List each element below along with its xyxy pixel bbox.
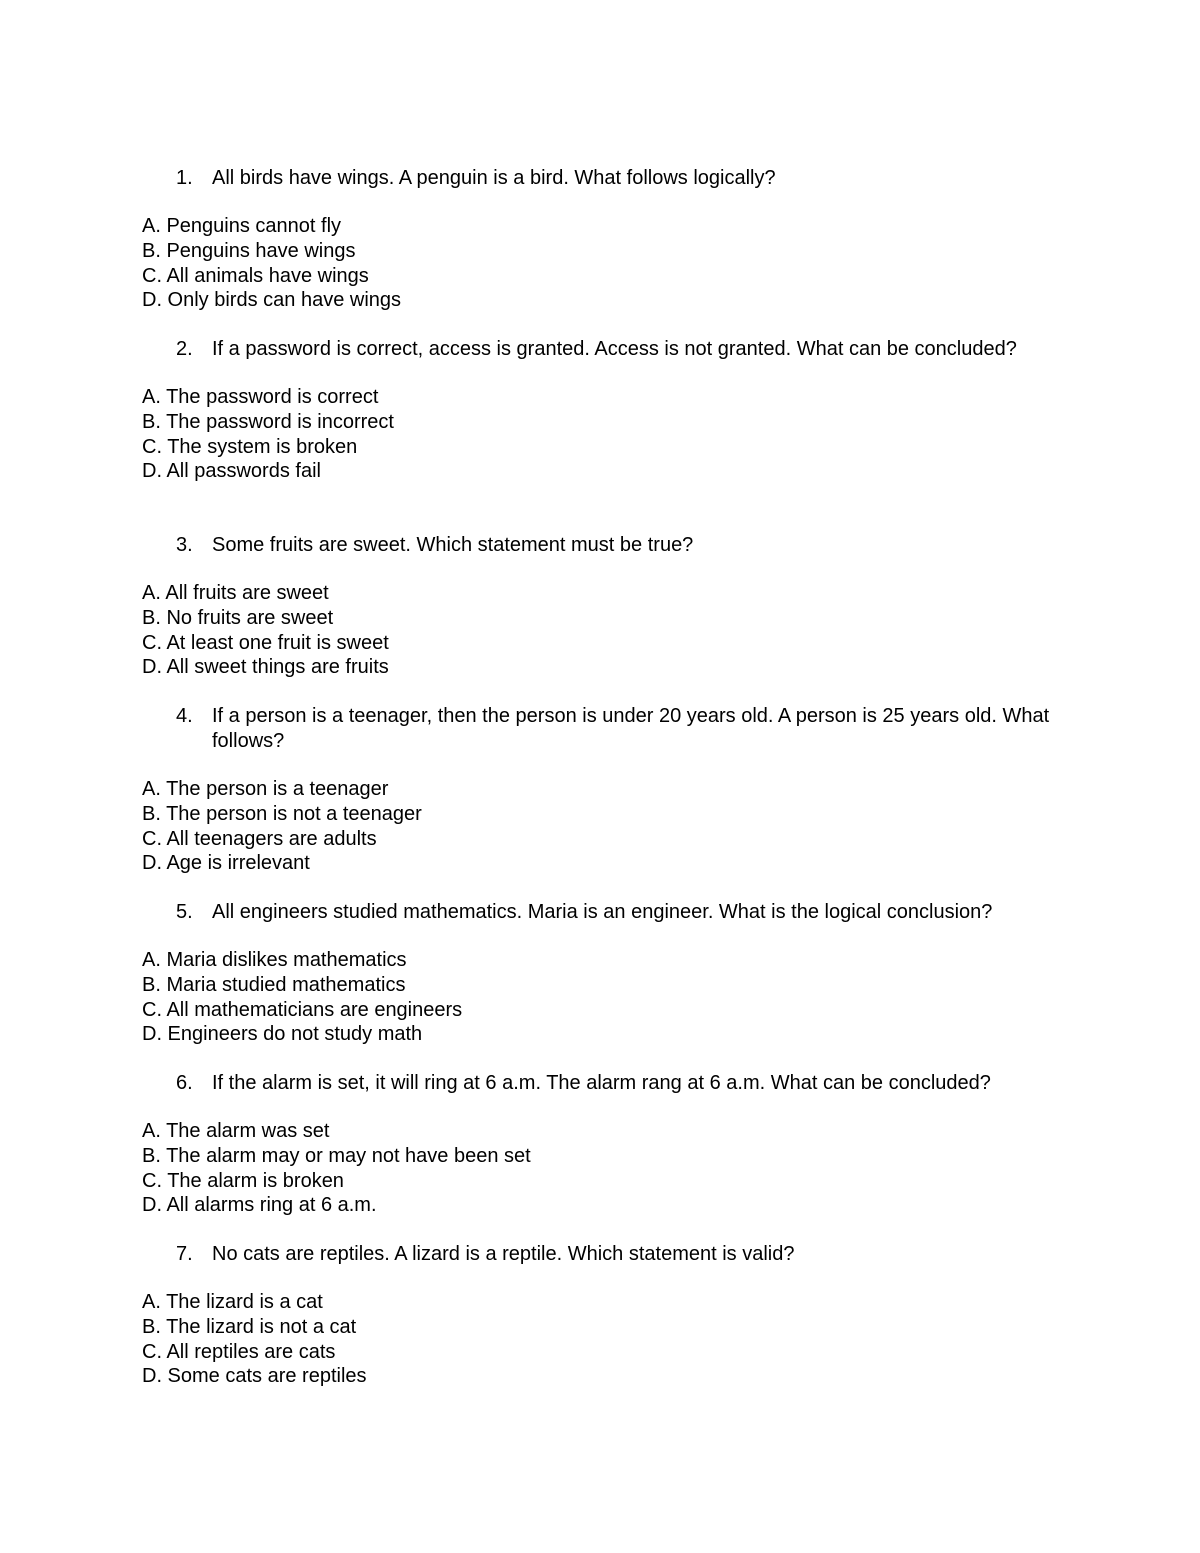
answer-options xyxy=(142,777,1200,876)
question-stem xyxy=(0,337,1200,362)
answer-option-a: A. The password is correct xyxy=(142,386,379,408)
answer-option-b: B. No fruits are sweet xyxy=(142,606,334,629)
answer-option-c: C. The system is broken xyxy=(142,435,358,458)
question-number: 1. xyxy=(176,167,193,189)
answer-option-a: A. Penguins cannot fly xyxy=(142,215,342,237)
answer-option-d: D. Engineers do not study math xyxy=(142,1023,423,1046)
answer-option-c: C. All teenagers are adults xyxy=(142,827,377,850)
answer-option-c: C. All reptiles are cats xyxy=(142,1340,336,1363)
question-text: If a person is a teenager, then the person is under 20 years old. A person is 25 years old. What follows? xyxy=(212,705,1050,752)
question-number: 2. xyxy=(176,338,193,360)
question-stem xyxy=(0,166,1200,191)
answer-option-c: C. The alarm is broken xyxy=(142,1169,344,1192)
answer-option-b: B. The lizard is not a cat xyxy=(142,1315,357,1338)
question-7 xyxy=(0,1242,1200,1389)
question-stem xyxy=(0,704,1200,754)
answer-option-b: B. Penguins have wings xyxy=(142,239,356,262)
question-stem xyxy=(0,1071,1200,1096)
answer-options xyxy=(142,1119,1200,1218)
question-text: Some fruits are sweet. Which statement must be true? xyxy=(212,534,694,556)
answer-option-a: A. Maria dislikes mathematics xyxy=(142,949,407,971)
answer-option-a: A. The alarm was set xyxy=(142,1120,330,1142)
answer-options xyxy=(142,214,1200,313)
answer-option-b: B. Maria studied mathematics xyxy=(142,973,406,996)
answer-option-b: B. The alarm may or may not have been set xyxy=(142,1144,531,1167)
question-3 xyxy=(0,533,1200,680)
answer-options xyxy=(142,948,1200,1047)
question-stem xyxy=(0,1242,1200,1267)
question-2 xyxy=(0,337,1200,484)
answer-option-d: D. All alarms ring at 6 a.m. xyxy=(142,1194,377,1217)
answer-option-a: A. The lizard is a cat xyxy=(142,1291,323,1313)
answer-options xyxy=(142,1290,1200,1389)
question-number: 6. xyxy=(176,1072,193,1094)
question-6 xyxy=(0,1071,1200,1218)
answer-option-b: B. The person is not a teenager xyxy=(142,802,422,825)
question-1 xyxy=(0,166,1200,313)
question-text: All engineers studied mathematics. Maria is an engineer. What is the logical conclusion? xyxy=(212,901,993,923)
answer-option-c: C. All animals have wings xyxy=(142,264,369,287)
question-5 xyxy=(0,900,1200,1047)
answer-option-c: C. All mathematicians are engineers xyxy=(142,998,463,1021)
answer-option-a: A. All fruits are sweet xyxy=(142,582,329,604)
question-text: If a password is correct, access is granted. Access is not granted. What can be concluded? xyxy=(212,338,1017,360)
question-text: If the alarm is set, it will ring at 6 a.m. The alarm rang at 6 a.m. What can be concluded? xyxy=(212,1072,991,1094)
answer-options xyxy=(142,581,1200,680)
question-number: 3. xyxy=(176,534,193,556)
answer-option-d: D. All passwords fail xyxy=(142,460,321,483)
question-stem xyxy=(0,533,1200,558)
answer-option-d: D. Only birds can have wings xyxy=(142,289,402,312)
answer-option-d: D. All sweet things are fruits xyxy=(142,656,389,679)
question-4 xyxy=(0,704,1200,876)
answer-option-c: C. At least one fruit is sweet xyxy=(142,631,389,654)
question-text: No cats are reptiles. A lizard is a reptile. Which statement is valid? xyxy=(212,1243,795,1265)
question-number: 4. xyxy=(176,705,193,727)
answer-option-b: B. The password is incorrect xyxy=(142,410,394,433)
answer-options xyxy=(142,385,1200,484)
question-number: 5. xyxy=(176,901,193,923)
question-text: All birds have wings. A penguin is a bird. What follows logically? xyxy=(212,167,776,189)
question-stem xyxy=(0,900,1200,925)
question-number: 7. xyxy=(176,1243,193,1265)
answer-option-d: D. Some cats are reptiles xyxy=(142,1365,367,1388)
answer-option-d: D. Age is irrelevant xyxy=(142,852,310,875)
answer-option-a: A. The person is a teenager xyxy=(142,778,389,800)
